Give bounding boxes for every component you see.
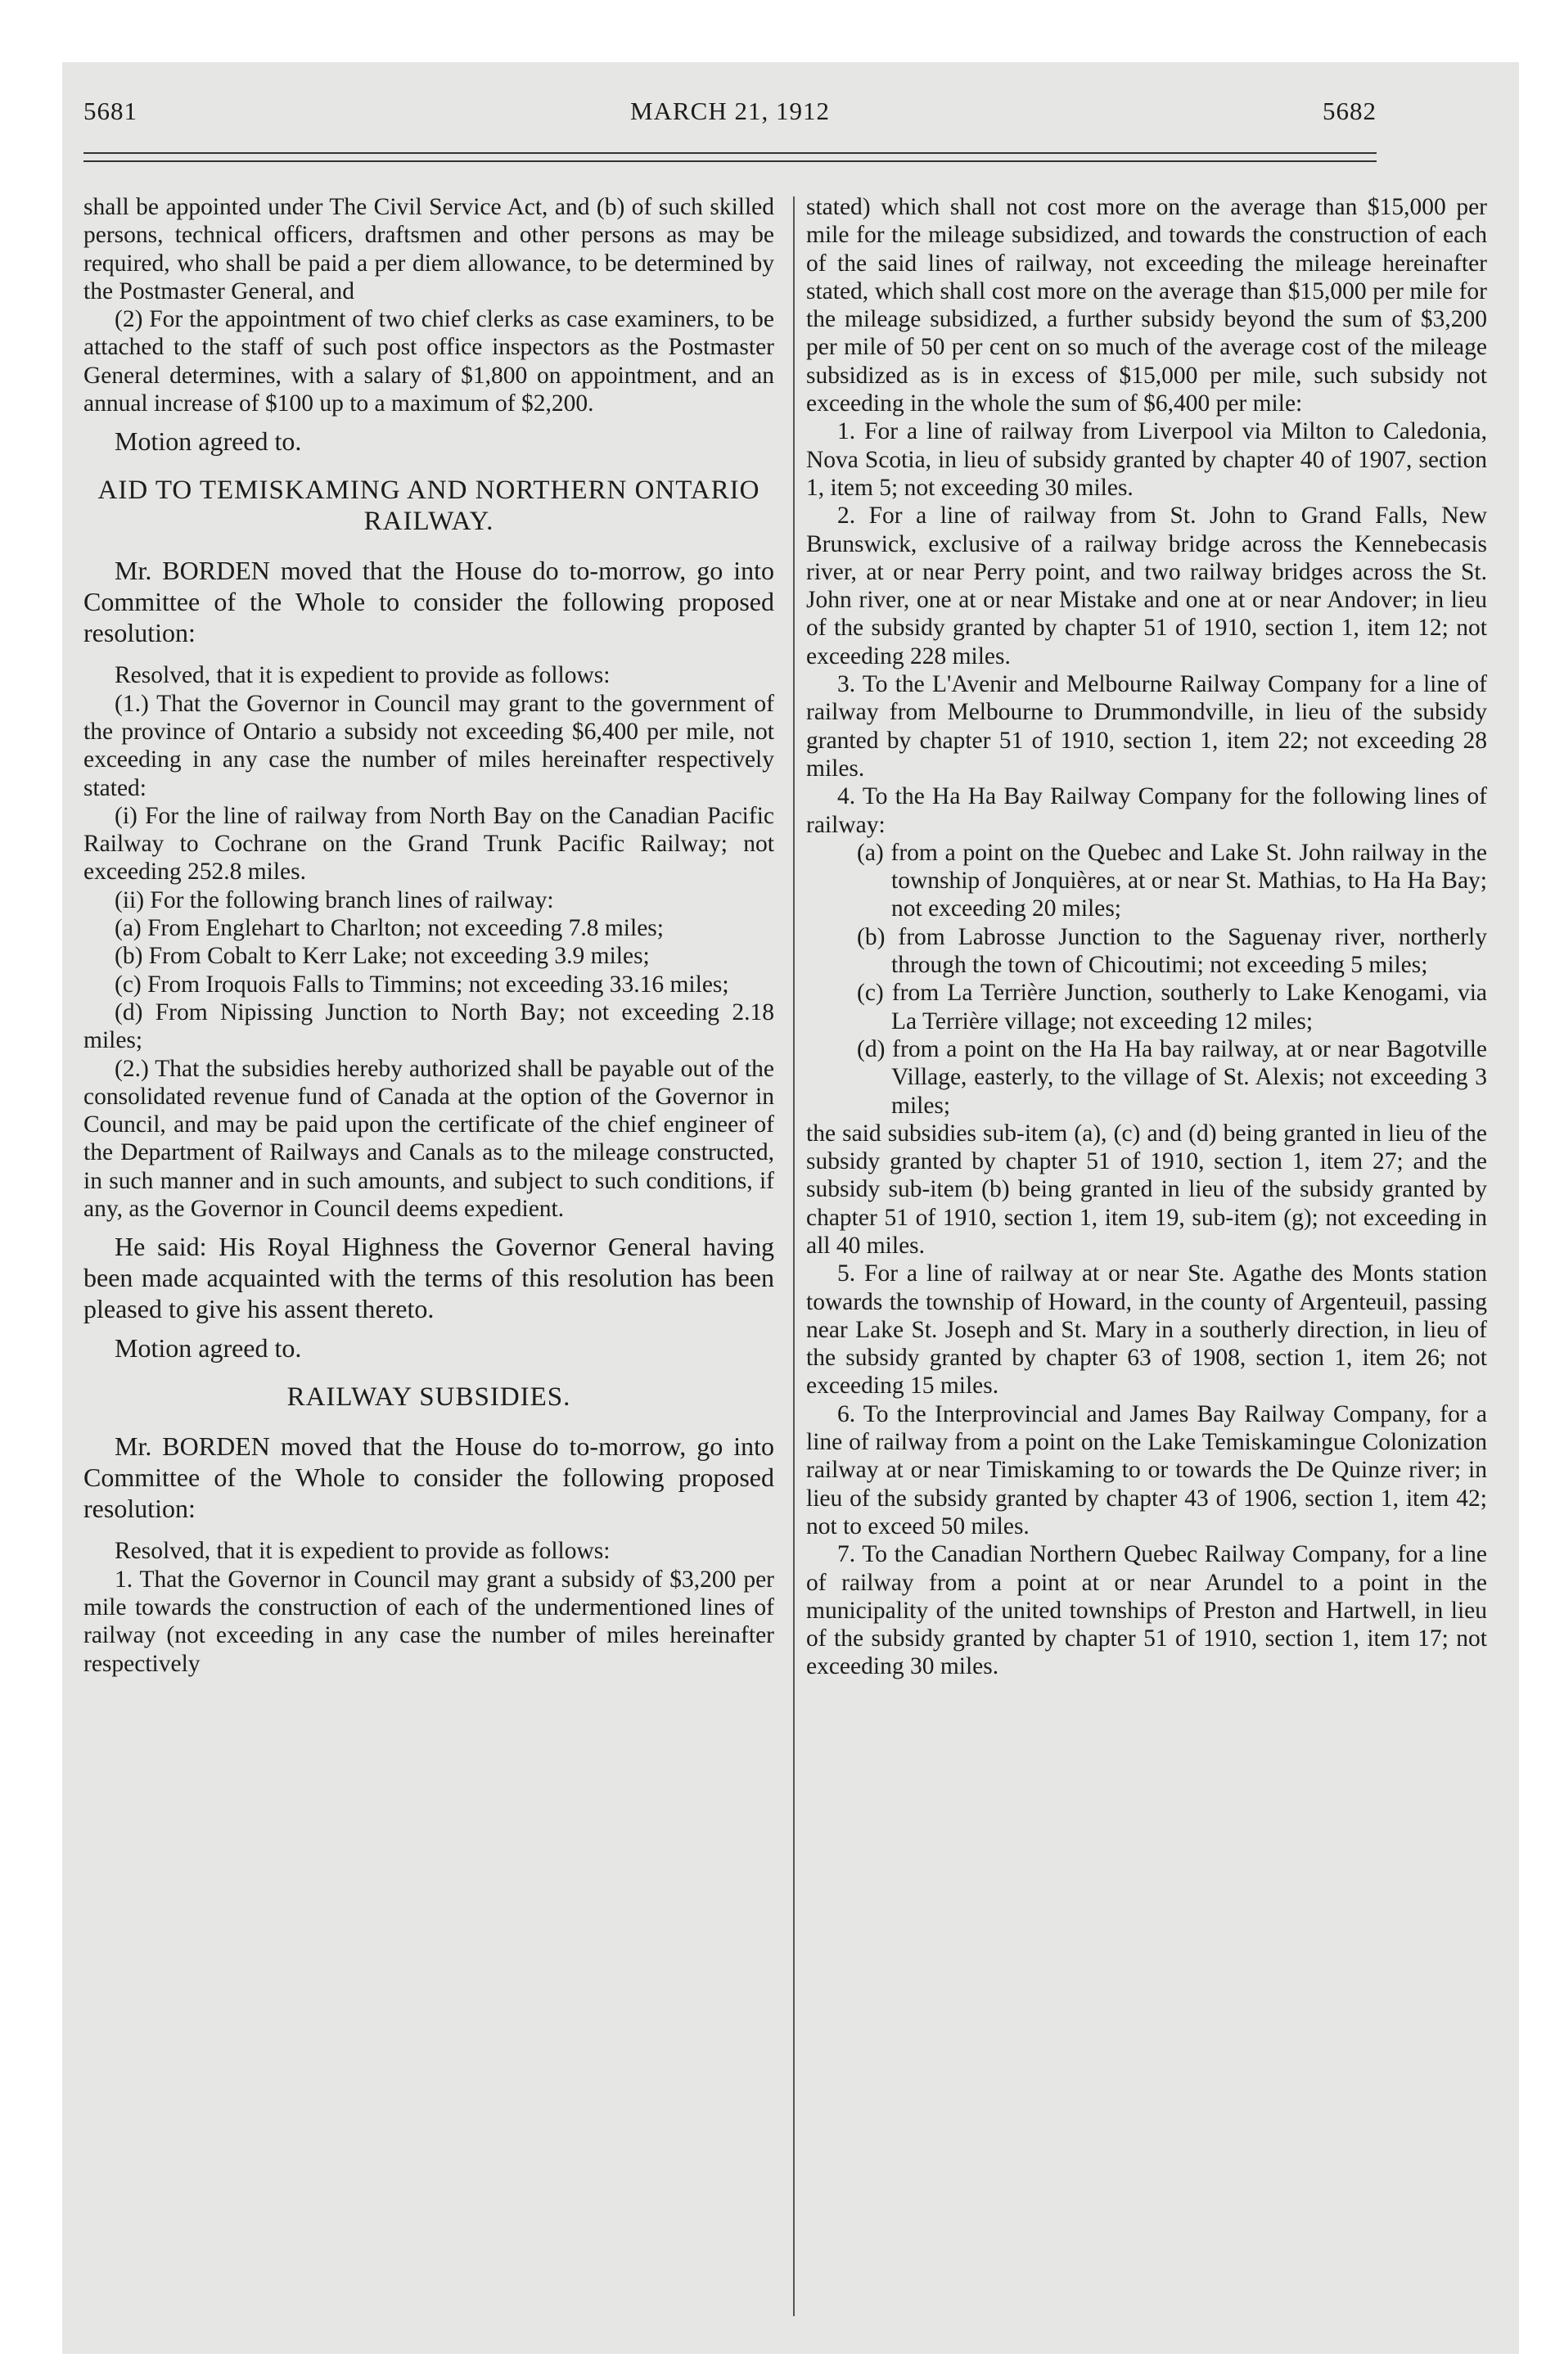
- page-date: MARCH 21, 1912: [630, 97, 830, 125]
- statement-text: He said: His Royal Highness the Governor General having been made acquainted with the terms of this resolution has been pleased to give his assent thereto.: [83, 1232, 774, 1324]
- paragraph: shall be appointed under The Civil Service Act, and (b) of such skilled persons, technical officers, draftsmen and other persons as may be required, who shall be paid a per diem allowance, to be determined by the Postmaster General, and: [83, 194, 774, 304]
- paragraph: the said subsidies sub-item (a), (c) and (d) being granted in lieu of the subsidy granted by chapter 51 of 1910, section 1, item 27; and the subsidy sub-item (b) being granted in lieu of the subsidy granted by chapter 51 of 1910, section 1, item 19, sub-item (g); not exceeding in all 40 miles.: [806, 1120, 1487, 1259]
- page-number-right: 5682: [1323, 97, 1377, 125]
- subsidy-item: 4. To the Ha Ha Bay Railway Company for the following lines of railway:: [806, 783, 1487, 838]
- page-number-left: 5681: [83, 97, 137, 125]
- motion-agreed: Motion agreed to.: [115, 426, 302, 457]
- left-column: [83, 193, 774, 1678]
- header-rule: [83, 152, 1377, 162]
- resolution-item: (a) From Englehart to Charlton; not exceeding 7.8 miles;: [115, 915, 664, 942]
- resolution-item: (i) For the line of railway from North Bay on the Canadian Pacific Railway to Cochrane on the Grand Trunk Pacific Railway; not exceeding 252.8 miles.: [83, 802, 774, 886]
- resolution-item: (d) From Nipissing Junction to North Bay; not exceeding 2.18 miles;: [83, 998, 774, 1054]
- subsidy-item: 2. For a line of railway from St. John to Grand Falls, New Brunswick, exclusive of a railway bridge across the Kennebecasis river, at or near Perry point, and two railway bridges across the St. John river, one at or near Mistake and one at or near Andover; in lieu of the subsidy granted by chapter 51 of 1910, section 1, item 12; not exceeding 228 miles.: [806, 503, 1487, 669]
- subsidy-item: 7. To the Canadian Northern Quebec Railway Company, for a line of railway from a point at or near Arundel to a point in the municipality of the united townships of Preston and Hartwell, in lieu of the subsidy granted by chapter 51 of 1910, section 1, item 17; not exceeding 30 miles.: [806, 1541, 1487, 1680]
- subsidy-subitem: (c) from La Terrière Junction, southerly to Lake Kenogami, via La Terrière village; not exceeding 12 miles;: [857, 980, 1487, 1034]
- resolution-item: (2.) That the subsidies hereby authorized shall be payable out of the consolidated revenue fund of Canada at the option of the Governor in Council, and may be paid upon the certificate of the chief engineer of the Department of Railways and Canals as to the mileage constructed, in such manner and in such amounts, and subject to such conditions, if any, as the Governor in Council deems expedient.: [83, 1055, 774, 1223]
- resolution-item: 1. That the Governor in Council may grant a subsidy of $3,200 per mile towards the construction of each of the undermentioned lines of railway (not exceeding in any case the number of miles hereinafter respectively: [83, 1566, 774, 1677]
- subsidy-item: 5. For a line of railway at or near Ste. Agathe des Monts station towards the township of Howard, in the county of Argenteuil, passing near Lake St. Joseph and St. Mary in a southerly direction, in lieu of the subsidy granted by chapter 63 of 1908, section 1, item 26; not exceeding 15 miles.: [806, 1260, 1487, 1400]
- resolution-text: Resolved, that it is expedient to provide as follows:: [115, 662, 611, 689]
- subsidy-item: 1. For a line of railway from Liverpool via Milton to Caledonia, Nova Scotia, in lieu of subsidy granted by chapter 40 of 1907, section 1, item 5; not exceeding 30 miles.: [806, 418, 1487, 501]
- resolution-item: (ii) For the following branch lines of railway:: [115, 886, 554, 913]
- resolution-item: (b) From Cobalt to Kerr Lake; not exceeding 3.9 miles;: [115, 943, 650, 970]
- subsidy-item: 3. To the L'Avenir and Melbourne Railway Company for a line of railway from Melbourne to Drummondville, in lieu of the subsidy granted by chapter 51 of 1910, section 1, item 22; not exceeding 28 miles.: [806, 671, 1487, 782]
- resolution-text: Resolved, that it is expedient to provide as follows:: [115, 1538, 611, 1565]
- motion-text: Mr. BORDEN moved that the House do to-morrow, go into Committee of the Whole to consider the following proposed resolution:: [83, 1431, 774, 1524]
- resolution-item: (c) From Iroquois Falls to Timmins; not exceeding 33.16 miles;: [115, 971, 729, 998]
- paragraph: stated) which shall not cost more on the average than $15,000 per mile for the mileage subsidized, and towards the construction of each of the said lines of railway, not exceeding the mileage hereinafter stated, which shall cost more on the average than $15,000 per mile for the mileage subsidized, a further subsidy beyond the sum of $3,200 per mile of 50 per cent on so much of the average cost of the mileage subsidized as is in excess of $15,000 per mile, such subsidy not exceeding in the whole the sum of $6,400 per mile:: [806, 194, 1487, 417]
- paragraph: (2) For the appointment of two chief clerks as case examiners, to be attached to the staff of such post office inspectors as the Postmaster General determines, with a salary of $1,800 on appointment, and an annual increase of $100 up to a maximum of $2,200.: [83, 306, 774, 417]
- page-header: [83, 97, 1377, 146]
- subsidy-item: 6. To the Interprovincial and James Bay Railway Company, for a line of railway from a point on the Lake Temiskamingue Colonization railway at or near Timiskaming to or towards the De Quinze river; in lieu of the subsidy granted by chapter 43 of 1906, section 1, item 42; not to exceed 50 miles.: [806, 1400, 1487, 1539]
- subsidy-subitem: (d) from a point on the Ha Ha bay railway, at or near Bagotville Village, easterly, to the village of St. Alexis; not exceeding 3 miles;: [857, 1035, 1487, 1119]
- subsidy-subitem: (a) from a point on the Quebec and Lake St. John railway in the township of Jonquières, at or near St. Mathias, to Ha Ha Bay; not exceeding 20 miles;: [857, 839, 1487, 922]
- motion-agreed: Motion agreed to.: [115, 1333, 302, 1364]
- column-divider: [793, 196, 795, 2316]
- section-heading: AID TO TEMISKAMING AND NORTHERN ONTARIO RAILWAY.: [97, 476, 760, 537]
- subsidy-subitem: (b) from Labrosse Junction to the Saguenay river, northerly through the town of Chicoutimi; not exceeding 5 miles;: [857, 923, 1487, 979]
- motion-text: Mr. BORDEN moved that the House do to-morrow, go into Committee of the Whole to consider the following proposed resolution:: [83, 556, 774, 648]
- resolution-item: (1.) That the Governor in Council may grant to the government of the province of Ontario a subsidy not exceeding $6,400 per mile, not exceeding in any case the number of miles hereinafter respectively stated:: [83, 690, 774, 801]
- section-heading: RAILWAY SUBSIDIES.: [286, 1382, 571, 1413]
- right-column: [806, 193, 1487, 1681]
